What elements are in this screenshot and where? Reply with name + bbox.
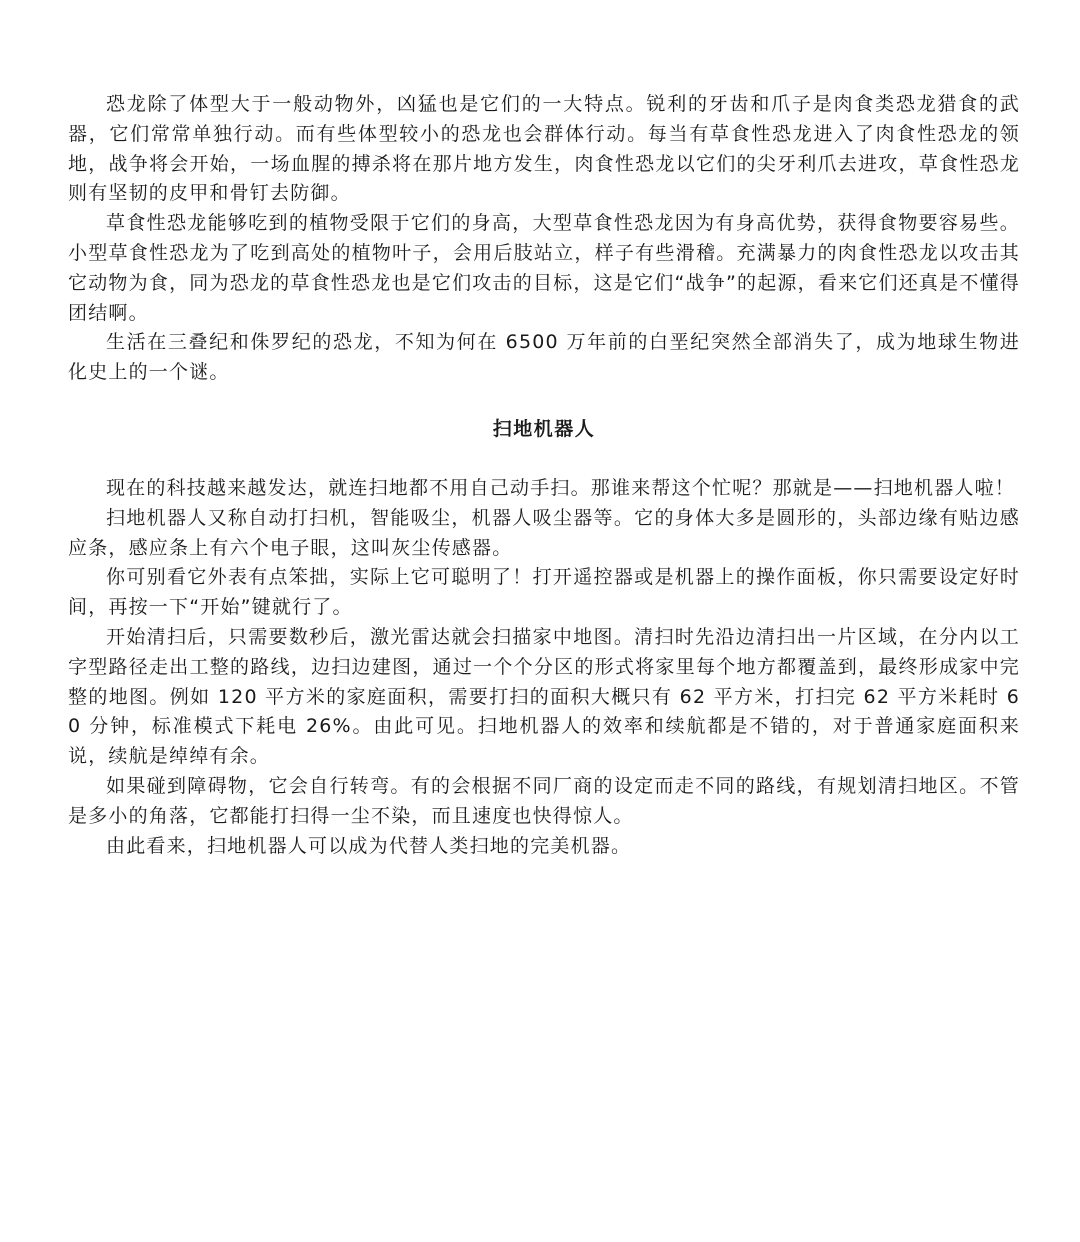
robot-section — [68, 474, 1020, 861]
paragraph: 草食性恐龙能够吃到的植物受限于它们的身高，大型草食性恐龙因为有身高优势，获得食物要容易些。小型草食性恐龙为了吃到高处的植物叶子，会用后肢站立，样子有些滑稽。充满暴力的肉食性恐龙以攻击其它动物为食，同为恐龙的草食性恐龙也是它们攻击的目标，这是它们“战争”的起源，看来它们还真是不懂得团结啊。 — [68, 212, 1020, 324]
paragraph: 恐龙除了体型大于一般动物外，凶猛也是它们的一大特点。锐利的牙齿和爪子是肉食类恐龙猎食的武器，它们常常单独行动。而有些体型较小的恐龙也会群体行动。每当有草食性恐龙进入了肉食性恐龙的领地，战争将会开始，一场血腥的搏杀将在那片地方发生，肉食性恐龙以它们的尖牙利爪去进攻，草食性恐龙则有坚韧的皮甲和骨钉去防御。 — [68, 93, 1020, 205]
paragraph: 你可别看它外表有点笨拙，实际上它可聪明了！打开遥控器或是机器上的操作面板，你只需要设定好时间，再按一下“开始”键就行了。 — [68, 566, 1020, 619]
paragraph: 如果碰到障碍物，它会自行转弯。有的会根据不同厂商的设定而走不同的路线，有规划清扫地区。不管是多小的角落，它都能打扫得一尘不染，而且速度也快得惊人。 — [68, 774, 1020, 827]
paragraph: 现在的科技越来越发达，就连扫地都不用自己动手扫。那谁来帮这个忙呢？那就是——扫地机器人啦！ — [106, 476, 1016, 499]
paragraph: 由此看来，扫地机器人可以成为代替人类扫地的完美机器。 — [106, 834, 632, 857]
paragraph: 扫地机器人又称自动打扫机，智能吸尘，机器人吸尘器等。它的身体大多是圆形的，头部边缘有贴边感应条，感应条上有六个电子眼，这叫灰尘传感器。 — [68, 506, 1020, 559]
paragraph: 生活在三叠纪和侏罗纪的恐龙，不知为何在 6500 万年前的白垩纪突然全部消失了，成为地球生物进化史上的一个谜。 — [68, 331, 1020, 384]
paragraph: 开始清扫后，只需要数秒后，激光雷达就会扫描家中地图。清扫时先沿边清扫出一片区域，在分内以工字型路径走出工整的路线，边扫边建图，通过一个个分区的形式将家里每个地方都覆盖到，最终形成家中完整的地图。例如 120 平方米的家庭面积，需要打扫的面积大概只有 62 平方米，打扫完 62 平方米耗时 60 分钟，标准模式下耗电 26%。由此可见。扫地机器人的效率和续航都是不错的，对于普通家庭面积来说，续航是绰绰有余。 — [68, 625, 1020, 768]
section-title: 扫地机器人 — [492, 417, 596, 440]
dinosaur-section — [68, 90, 1020, 388]
document-page — [68, 90, 1020, 861]
